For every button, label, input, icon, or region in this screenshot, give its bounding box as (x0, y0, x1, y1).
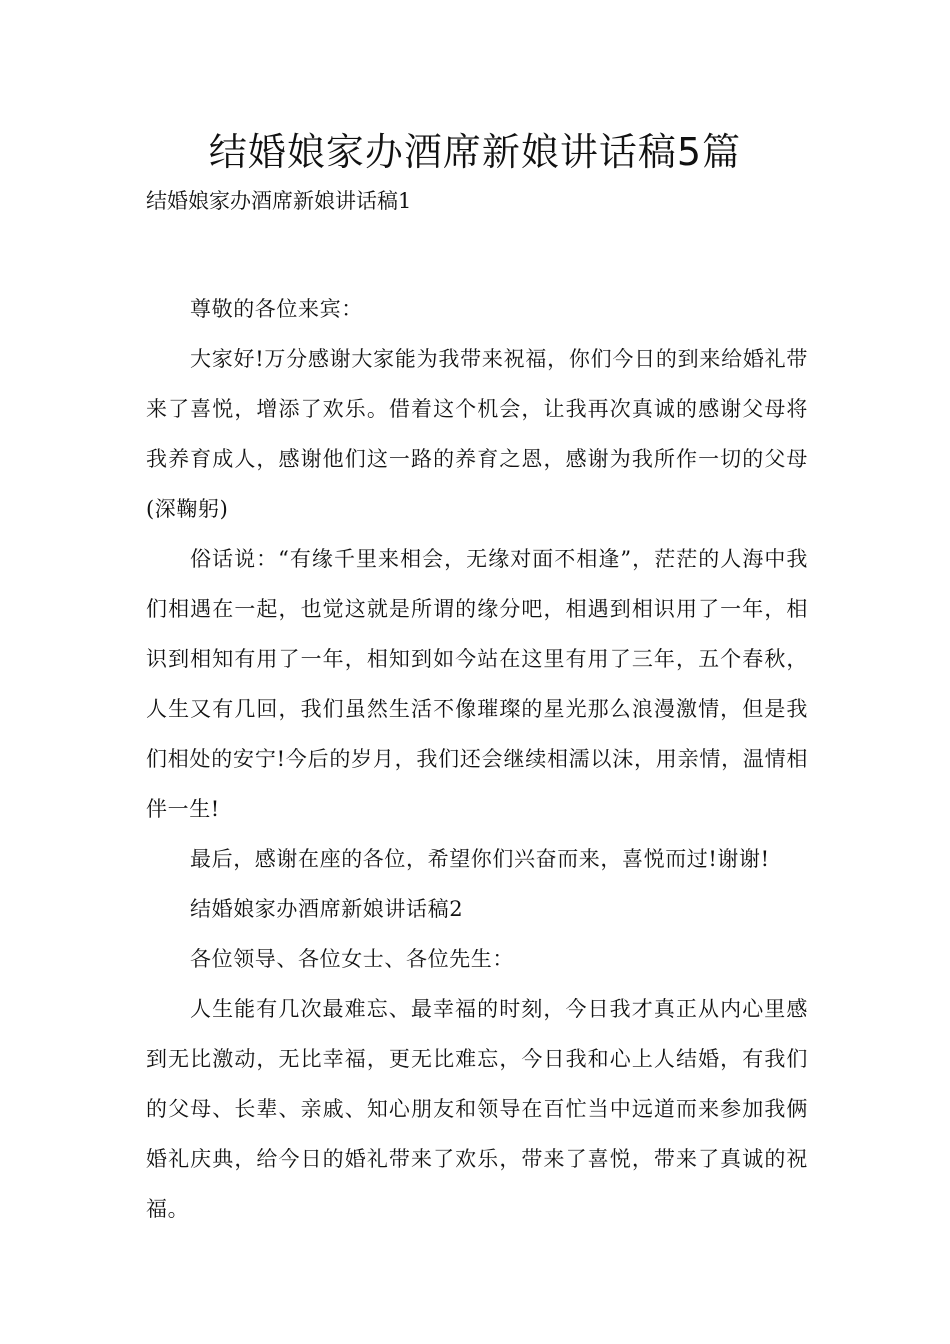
document-title: 结婚娘家办酒席新娘讲话稿5篇 (208, 130, 742, 174)
paragraph-salutation-2: 各位领导、各位女士、各位先生： (190, 947, 514, 971)
paragraph: 人生能有几次最难忘、最幸福的时刻，今日我才真正从内心里感到无比激动，无比幸福，更无比难忘，今日我和心上人结婚，有我们的父母、长辈、亲戚、知心朋友和领导在百忙当中远道而来参加我俩婚礼庆典，给今日的婚礼带来了欢乐，带来了喜悦，带来了真诚的祝福。 (146, 997, 808, 1221)
paragraph-salutation-1: 尊敬的各位来宾： (190, 297, 363, 321)
section-heading-2: 结婚娘家办酒席新娘讲话稿2 (190, 897, 464, 921)
section-heading-1: 结婚娘家办酒席新娘讲话稿1 (146, 189, 412, 213)
paragraph: 大家好!万分感谢大家能为我带来祝福，你们今日的到来给婚礼带来了喜悦，增添了欢乐。借着这个机会，让我再次真诚的感谢父母将我养育成人，感谢他们这一路的养育之恩，感谢为我所作一切的父母(深鞠躬) (146, 347, 808, 521)
paragraph: 俗话说：“有缘千里来相会，无缘对面不相逢”，茫茫的人海中我们相遇在一起，也觉这就是所谓的缘分吧，相遇到相识用了一年，相识到相知有用了一年，相知到如今站在这里有用了三年，五个春秋，人生又有几回，我们虽然生活不像璀璨的星光那么浪漫激情，但是我们相处的安宁!今后的岁月，我们还会继续相濡以沫，用亲情，温情相伴一生! (146, 547, 808, 821)
paragraph: 最后，感谢在座的各位，希望你们兴奋而来，喜悦而过!谢谢! (190, 847, 770, 871)
document-body (146, 284, 808, 1234)
